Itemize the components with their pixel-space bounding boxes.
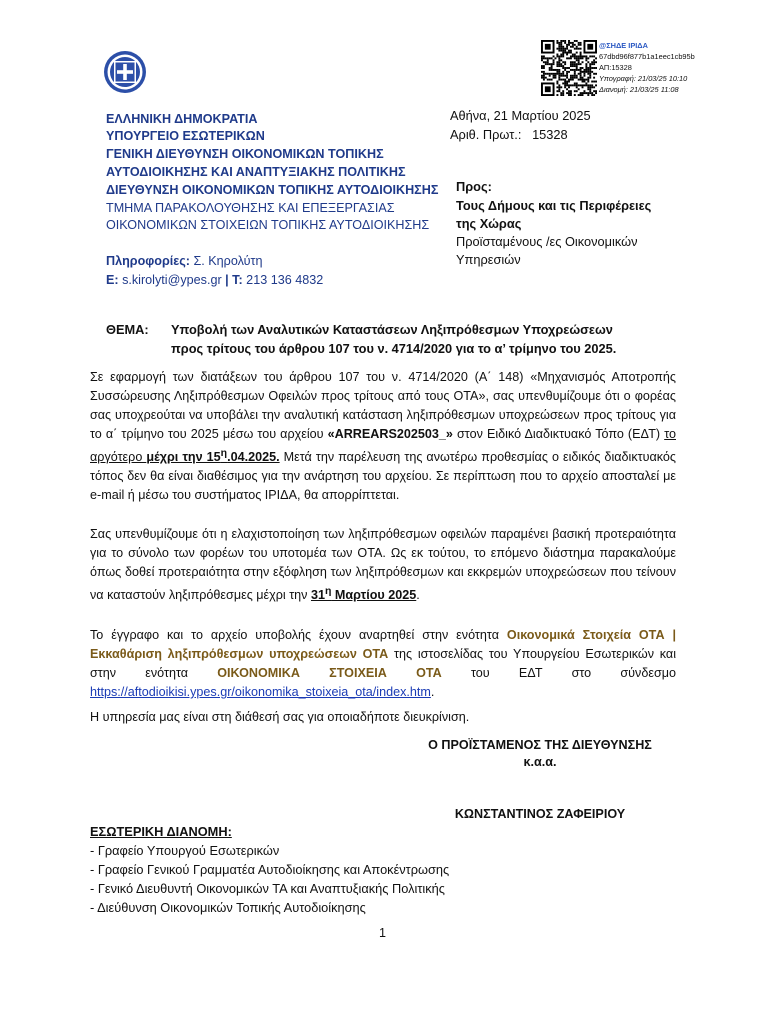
contact-info xyxy=(106,253,262,269)
to-line-2: της Χώρας xyxy=(456,216,522,231)
deadline-date xyxy=(146,447,280,465)
p1-deadline-intro: το αργότερο xyxy=(90,427,676,465)
protocol xyxy=(450,126,568,144)
qr-system: @ΣΗΔΕ ΙΡΙΔΑ xyxy=(599,41,648,50)
header-directorate: ΔΙΕΥΘΥΝΣΗ ΟΙΚΟΝΟΜΙΚΩΝ ΤΟΠΙΚΗΣ ΑΥΤΟΔΙΟΙΚΗΣΗΣ xyxy=(106,183,439,197)
qr-code xyxy=(541,40,597,96)
priority-sup: η xyxy=(325,585,332,597)
info-label: Πληροφορίες: xyxy=(106,254,190,268)
distribution-item: - Γενικό Διευθυντή Οικονομικών ΤΑ και Αναπτυξιακής Πολιτικής xyxy=(90,881,445,896)
deadline-text: μέχρι την 15 xyxy=(146,450,221,465)
paragraph-availability: Η υπηρεσία μας είναι στη διάθεσή σας για οποιαδήποτε διευκρίνιση. xyxy=(90,710,470,724)
deadline-text-2: .04.2025. xyxy=(227,450,280,465)
subject-text: Υποβολή των Αναλυτικών Καταστάσεων Ληξιπρόθεσμων Υποχρεώσεων προς τρίτους του άρθρου 107 του ν. 4714/2020 για το α’ τρίμηνο του 2025. xyxy=(171,322,617,356)
header-gd-2: ΑΥΤΟΔΙΟΙΚΗΣΗΣ ΚΑΙ ΑΝΑΠΤΥΞΙΑΚΗΣ ΠΟΛΙΤΙΚΗΣ xyxy=(106,165,406,179)
distribution-item: - Γραφείο Γενικού Γραμματέα Αυτοδιοίκησης και Αποκέντρωσης xyxy=(90,862,450,877)
header-dept-1: ΤΜΗΜΑ ΠΑΡΑΚΟΛΟΥΘΗΣΗΣ ΚΑΙ ΕΠΕΞΕΡΓΑΣΙΑΣ xyxy=(106,201,395,215)
paragraph-links xyxy=(90,626,676,702)
separator: | xyxy=(225,273,229,287)
signature-kaa: κ.α.α. xyxy=(523,755,557,769)
to-line-4: Υπηρεσιών xyxy=(456,252,521,267)
edt-section[interactable]: ΟΙΚΟΝΟΜΙΚΑ ΣΤΟΙΧΕΙΑ ΟΤΑ xyxy=(217,666,442,680)
aftodioikisi-link[interactable]: https://aftodioikisi.ypes.gr/oikonomika_stoixeia_ota/index.htm xyxy=(90,685,431,699)
qr-hash: 67dbd96f877b1a1eec1cb95b xyxy=(599,52,695,61)
p3-text: Το έγγραφο και το αρχείο υποβολής έχουν αναρτηθεί στην ενότητα xyxy=(90,628,507,642)
p1-text: Σε εφαρμογή των διατάξεων του άρθρου 107 του ν. 4714/2020 (Α΄ 148) «Μηχανισμός Αποτροπής Συσσώρευσης Ληξιπρόθεσμων Οφειλών προς τρίτους από τους ΟΤΑ», σας υπενθυμίζουμε ότι ο φορέας σας υποχρεούται να υποβάλει την αναλυτική κατάσταση ληξιπρόθεσμων υποχρεώσεων προς τρίτους για το α΄ τρίμηνο του 2025 μέσω του αρχείου xyxy=(90,370,676,441)
p1-text-3: Μετά την παρέλευση της ανωτέρω προθεσμίας ο ειδικός διαδικτυακός τόπος δεν θα είναι διαθέσιμος για την ανάρτηση του αρχείου. Σε περίπτωση που το αρχείο αποσταλεί με e-mail ή μέσω του συστήματος ΙΡΙΔΑ, θα απορρίπτεται. xyxy=(90,450,676,503)
to-line-3: Προϊσταμένους /ες Οικονομικών xyxy=(456,234,638,249)
to-label: Προς: xyxy=(456,179,492,194)
qr-distribution: Διανομή: 21/03/25 11:08 xyxy=(599,85,679,94)
protocol-number: 15328 xyxy=(532,127,568,142)
signature-title: Ο ΠΡΟΪΣΤΑΜΕΝΟΣ ΤΗΣ ΔΙΕΥΘΥΝΣΗΣ xyxy=(428,738,652,752)
priority-date xyxy=(310,585,417,603)
email-label: E: xyxy=(106,273,119,287)
priority-month: Μαρτίου 2025 xyxy=(331,588,417,603)
signature-name: ΚΩΝΣΤΑΝΤΙΝΟΣ ΖΑΦΕΙΡΙΟΥ xyxy=(454,807,626,821)
email-value[interactable]: s.kirolyti@ypes.gr xyxy=(118,273,226,287)
qr-ap: ΑΠ:15328 xyxy=(599,63,632,72)
deadline-sup: η xyxy=(220,447,228,459)
qr-signature: Υπογραφή: 21/03/25 10:10 xyxy=(599,74,688,83)
qr-metadata xyxy=(599,40,695,95)
greek-emblem-icon xyxy=(103,50,147,94)
p2-text: Σας υπενθυμίζουμε ότι η ελαχιστοποίηση των ληξιπρόθεσμων οφειλών παραμένει βασική προτεραιότητα για το σύνολο των φορέων του υποτομέα των ΟΤΑ. Ως εκ τούτου, το επόμενο διάστημα παρακαλούμε όπως δοθεί προτεραιότητα στην εξόφληση των ληξιπρόθεσμων και εκκρεμών υποχρεώσεων που τείνουν να καταστούν ληξιπρόθεσμες μέχρι την xyxy=(90,527,676,603)
tel-value: 213 136 4832 xyxy=(242,273,324,287)
subject-label: ΘΕΜΑ: xyxy=(106,322,149,337)
info-value: Σ. Κηρολύτη xyxy=(190,254,263,268)
priority-day: 31 xyxy=(310,588,325,603)
contact-line xyxy=(106,272,323,288)
p1-text-2: στον Ειδικό Διαδικτυακό Τόπο (ΕΔΤ) xyxy=(452,427,665,441)
distribution-item: - Διεύθυνση Οικονομικών Τοπικής Αυτοδιοίκησης xyxy=(90,900,366,915)
header-ministry: ΥΠΟΥΡΓΕΙΟ ΕΣΩΤΕΡΙΚΩΝ xyxy=(106,129,265,143)
p3-text-3: του ΕΔΤ στο σύνδεσμο xyxy=(441,666,676,680)
p2-end: . xyxy=(416,588,420,603)
header-gd-1: ΓΕΝΙΚΗ ΔΙΕΥΘΥΝΣΗ ΟΙΚΟΝΟΜΙΚΩΝ ΤΟΠΙΚΗΣ xyxy=(106,147,384,161)
page-number: 1 xyxy=(379,926,387,940)
header-country: ΕΛΛΗΝΙΚΗ ΔΗΜΟΚΡΑΤΙΑ xyxy=(106,112,258,126)
paragraph-priority xyxy=(90,525,676,605)
distribution-title: ΕΣΩΤΕΡΙΚΗ ΔΙΑΝΟΜΗ: xyxy=(90,824,232,839)
p3-text-2: της ιστοσελίδας του Υπουργείου Εσωτερικών και στην ενότητα xyxy=(90,647,676,680)
to-line-1: Τους Δήμους και τις Περιφέρειες xyxy=(456,198,652,213)
place-date: Αθήνα, 21 Μαρτίου 2025 xyxy=(450,108,591,123)
protocol-label: Αριθ. Πρωτ.: xyxy=(450,127,522,142)
header-dept-2: ΟΙΚΟΝΟΜΙΚΩΝ ΣΤΟΙΧΕΙΩΝ ΤΟΠΙΚΗΣ ΑΥΤΟΔΙΟΙΚΗΣΗΣ xyxy=(106,218,430,232)
distribution-item: - Γραφείο Υπουργού Εσωτερικών xyxy=(90,843,280,858)
ministry-section[interactable]: Οικονομικά Στοιχεία ΟΤΑ | Εκκαθάριση ληξιπρόθεσμων υποχρεώσεων ΟΤΑ xyxy=(90,628,676,661)
p3-end: . xyxy=(430,685,435,699)
subject xyxy=(106,320,617,356)
tel-label: T: xyxy=(228,273,243,287)
paragraph-deadline xyxy=(90,368,676,505)
file-name: «ARREARS202503_» xyxy=(327,427,453,441)
